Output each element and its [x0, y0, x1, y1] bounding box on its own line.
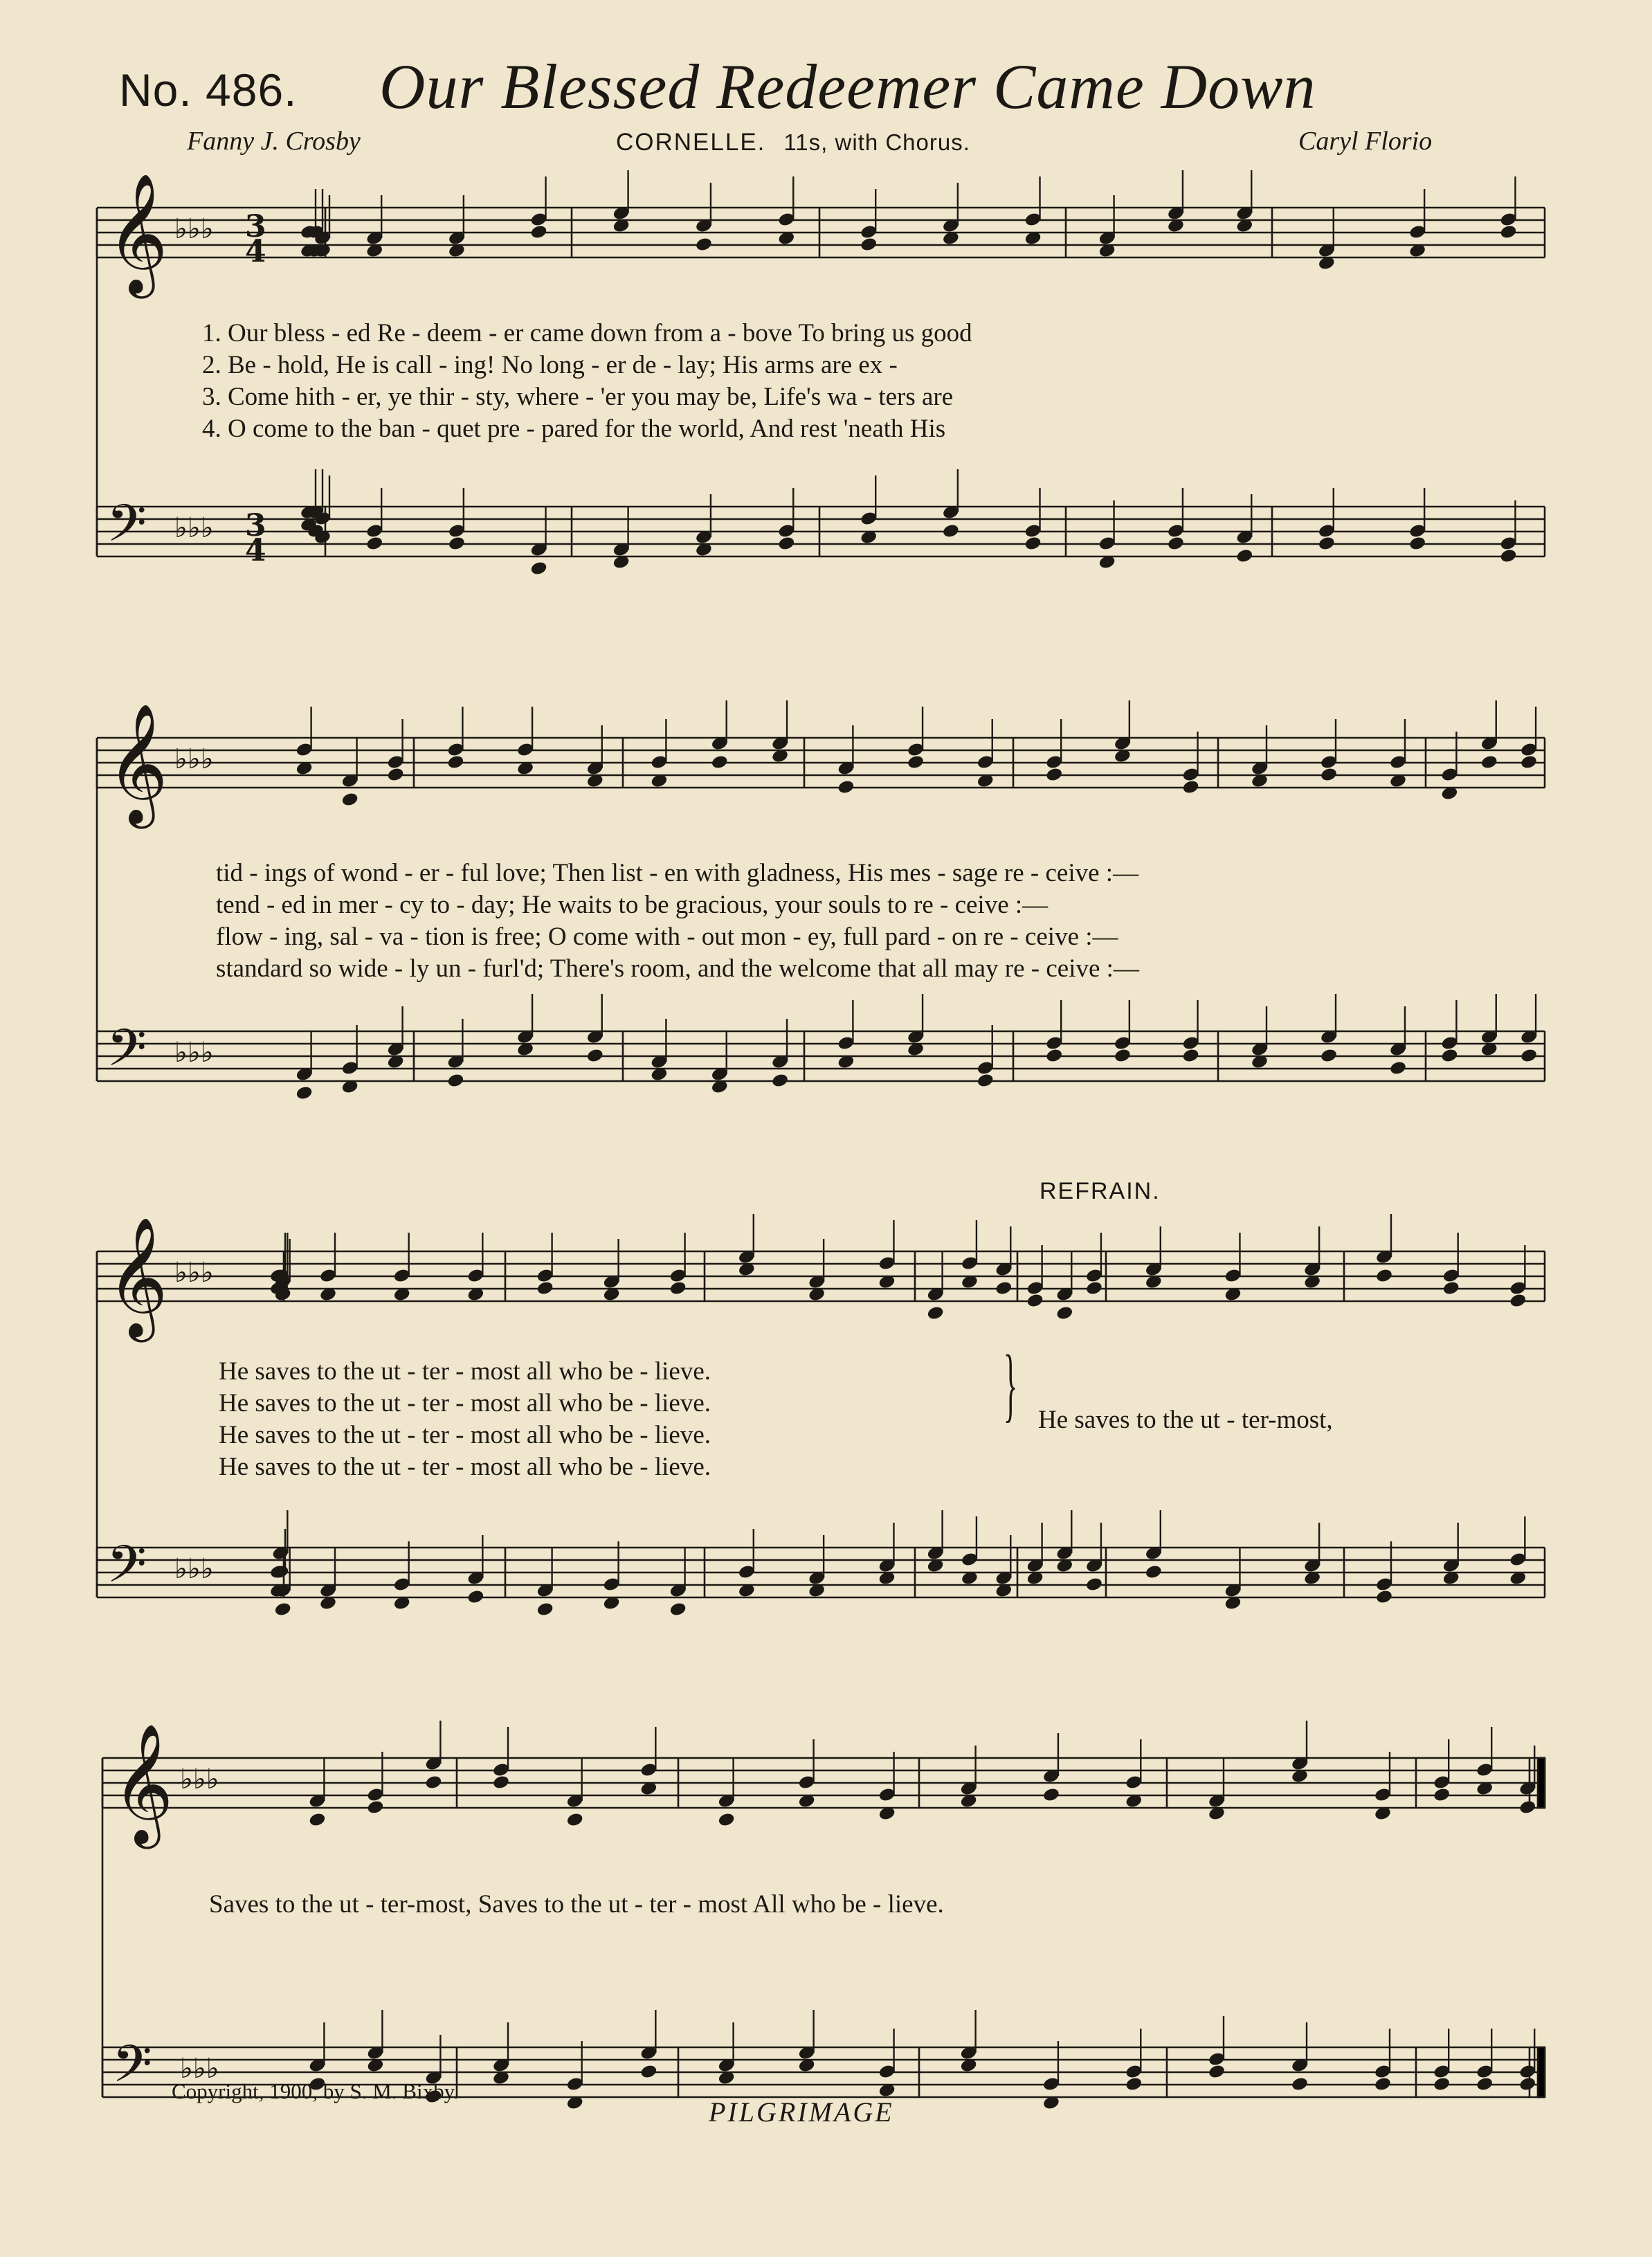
note-head: [1085, 1577, 1103, 1593]
note-head: [424, 1775, 442, 1791]
note-head: [1440, 1048, 1458, 1064]
refrain-final-line: Saves to the ut - ter-most, Saves to the ut - ter - most All who be - lieve.: [209, 1890, 944, 1919]
refrain-tail: He saves to the ut - ter-most,: [1038, 1406, 1333, 1434]
verse-2-line-2: tend - ed in mer - cy to - day; He waits to be gracious, your souls to re - ceive :—: [216, 891, 1049, 919]
verse-1-line-2: tid - ings of wond - er - ful love; Then list - en with gladness, His mes - sage re - ceive :—: [216, 859, 1139, 887]
bass-clef: 𝄢: [107, 1018, 147, 1091]
treble-clef: 𝄞: [107, 703, 168, 824]
composer-credit: Caryl Florio: [1298, 127, 1433, 156]
note-head: [837, 779, 855, 795]
verse-1-line-1: 1. Our bless - ed Re - deem - er came down from a - bove To bring us good: [202, 319, 972, 347]
note-head: [529, 224, 547, 240]
time-signature: 4: [245, 234, 266, 269]
note-head: [1026, 1293, 1044, 1309]
note-head: [1145, 1564, 1163, 1580]
note-head: [341, 792, 359, 808]
note-head: [1318, 536, 1336, 552]
time-signature: 3: [245, 508, 266, 543]
note-head: [1375, 1268, 1393, 1284]
verse-2-line-1: 2. Be - hold, He is call - ing! No long - er de - lay; His arms are ex -: [202, 351, 898, 379]
note-head: [907, 754, 925, 770]
key-signature: ♭♭♭: [174, 213, 214, 245]
verse-4-line-2: standard so wide - ly un - furl'd; There's room, and the welcome that all may re - ceive :—: [216, 954, 1139, 983]
copyright: Copyright, 1900, by S. M. Bixby.: [172, 2079, 459, 2103]
note-head: [1509, 1293, 1527, 1309]
key-signature: ♭♭♭: [174, 1257, 214, 1289]
note-head: [365, 536, 383, 552]
refrain-verse-4: He saves to the ut - ter - most all who be - lieve.: [219, 1453, 711, 1481]
note-head: [566, 1812, 584, 1828]
note-head: [995, 1280, 1013, 1296]
note-head: [669, 1602, 687, 1617]
note-head: [942, 523, 960, 539]
note-head: [492, 1775, 510, 1791]
note-head: [1125, 2076, 1143, 2092]
note-head: [711, 754, 729, 770]
note-head: [771, 1073, 789, 1089]
footer-tag: PILGRIMAGE: [709, 2096, 894, 2128]
treble-clef: 𝄞: [107, 1217, 168, 1337]
note-head: [448, 536, 466, 552]
note-head: [1408, 536, 1426, 552]
note-head: [1235, 548, 1253, 564]
note-head: [1433, 2076, 1451, 2092]
note-head: [1499, 548, 1517, 564]
treble-clef: 𝄞: [112, 1723, 174, 1844]
note-head: [1518, 1800, 1536, 1815]
note-head: [1291, 2076, 1309, 2092]
note-head: [1055, 1305, 1073, 1321]
hymn-title: Our Blessed Redeemer Came Down: [379, 51, 1316, 122]
note-head: [977, 1073, 995, 1089]
note-head: [1114, 1048, 1132, 1064]
note-head: [296, 1085, 314, 1101]
note-head: [536, 1602, 554, 1617]
note-head: [1045, 1048, 1063, 1064]
note-head: [669, 1280, 687, 1296]
refrain-verse-2: He saves to the ut - ter - most all who be - lieve.: [219, 1389, 711, 1417]
tune-label: CORNELLE.: [616, 129, 766, 156]
note-head: [1442, 1280, 1460, 1296]
final-barline: [1538, 2047, 1545, 2097]
note-head: [1374, 2076, 1392, 2092]
note-head: [271, 1564, 289, 1580]
note-head: [1499, 224, 1517, 240]
refrain-verse-3: He saves to the ut - ter - most all who be - lieve.: [219, 1421, 711, 1449]
note-head: [1375, 1589, 1393, 1605]
verse-3-line-1: 3. Come hith - er, ye thir - sty, where - 'er you may be, Life's wa - ters are: [202, 383, 954, 411]
key-signature: ♭♭♭: [174, 743, 214, 775]
hymn-number: No. 486.: [119, 64, 298, 116]
note-head: [387, 767, 405, 783]
note-head: [446, 1073, 464, 1089]
note-head: [1518, 2076, 1536, 2092]
note-head: [1520, 754, 1538, 770]
note-head: [1389, 1060, 1407, 1076]
staff-lines: [97, 208, 1545, 2097]
note-head: [1433, 1787, 1451, 1803]
verse-3-line-2: flow - ing, sal - va - tion is free; O come with - out mon - ey, full pard - on re - ceive :—: [216, 923, 1118, 951]
note-head: [529, 561, 547, 577]
brace: }: [1004, 1338, 1018, 1430]
note-head: [718, 1812, 736, 1828]
note-head: [1085, 1280, 1103, 1296]
note-head: [1476, 2076, 1494, 2092]
note-head: [777, 536, 795, 552]
note-head: [860, 237, 878, 253]
note-head: [536, 1280, 554, 1296]
refrain-label: REFRAIN.: [1040, 1178, 1161, 1204]
note-head: [586, 1048, 604, 1064]
treble-clef: 𝄞: [107, 173, 168, 293]
time-signature: 4: [245, 533, 266, 568]
key-signature: ♭♭♭: [180, 2053, 219, 2085]
note-head: [639, 2064, 657, 2080]
note-head: [1181, 1048, 1199, 1064]
note-head: [366, 1800, 384, 1815]
final-barline: [1538, 1758, 1545, 1808]
note-head: [1208, 2064, 1226, 2080]
note-head: [695, 237, 713, 253]
key-signature: ♭♭♭: [180, 1764, 219, 1795]
note-head: [1042, 1787, 1060, 1803]
verse-4-line-1: 4. O come to the ban - quet pre - pared for the world, And rest 'neath His: [202, 415, 946, 443]
note-head: [1320, 1048, 1338, 1064]
meter-label: 11s, with Chorus.: [783, 129, 970, 155]
key-signature: ♭♭♭: [174, 512, 214, 544]
note-head: [1520, 1048, 1538, 1064]
bass-clef: 𝄢: [107, 493, 147, 566]
refrain-verse-1: He saves to the ut - ter - most all who be - lieve.: [219, 1357, 711, 1386]
time-signature: 3: [245, 209, 266, 244]
note-head: [466, 1589, 484, 1605]
note-heads: [269, 170, 1538, 2110]
bar-lines: [97, 208, 1545, 2097]
note-head: [927, 1305, 945, 1321]
note-head: [1320, 767, 1338, 783]
key-signature: ♭♭♭: [174, 1553, 214, 1585]
author-credit: Fanny J. Crosby: [187, 127, 361, 156]
note-head: [1480, 754, 1498, 770]
note-head: [1181, 779, 1199, 795]
note-head: [1167, 536, 1185, 552]
key-signature: ♭♭♭: [174, 1037, 214, 1069]
note-head: [1024, 536, 1042, 552]
note-head: [1045, 767, 1063, 783]
bass-clef: 𝄢: [112, 2034, 152, 2107]
note-head: [274, 1602, 292, 1617]
note-head: [446, 754, 464, 770]
bass-clef: 𝄢: [107, 1534, 147, 1607]
note-head: [308, 1812, 326, 1828]
clefs: [107, 173, 266, 2107]
